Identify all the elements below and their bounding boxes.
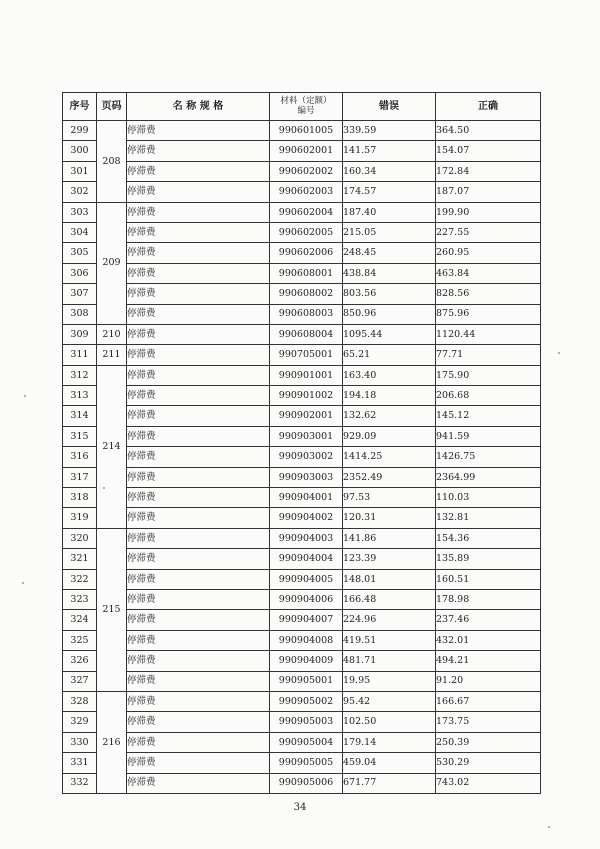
cell-correct: 250.39 bbox=[436, 732, 541, 752]
cell-correct: 172.84 bbox=[436, 161, 541, 181]
cell-code: 990602001 bbox=[270, 141, 343, 161]
cell-wrong: 419.51 bbox=[343, 630, 436, 650]
cell-seq: 307 bbox=[63, 284, 97, 304]
cell-code: 990901001 bbox=[270, 365, 343, 385]
cell-seq: 304 bbox=[63, 222, 97, 242]
cell-code: 990602006 bbox=[270, 243, 343, 263]
table-row bbox=[63, 569, 541, 589]
table-row bbox=[63, 406, 541, 426]
cell-correct: 828.56 bbox=[436, 284, 541, 304]
cell-name: 停滞费 bbox=[127, 508, 270, 528]
table-row bbox=[63, 222, 541, 242]
cell-wrong: 132.62 bbox=[343, 406, 436, 426]
cell-wrong: 459.04 bbox=[343, 753, 436, 773]
cell-correct: 530.29 bbox=[436, 753, 541, 773]
cell-seq: 317 bbox=[63, 467, 97, 487]
cell-correct: 237.46 bbox=[436, 610, 541, 630]
table-row bbox=[63, 549, 541, 569]
cell-name: 停滞费 bbox=[127, 753, 270, 773]
header-correct: 正确 bbox=[436, 93, 541, 121]
header-row bbox=[63, 93, 541, 121]
cell-code: 990904005 bbox=[270, 569, 343, 589]
cell-wrong: 850.96 bbox=[343, 304, 436, 324]
cell-code: 990602003 bbox=[270, 182, 343, 202]
cell-code: 990602005 bbox=[270, 222, 343, 242]
cell-name: 停滞费 bbox=[127, 426, 270, 446]
cell-seq: 305 bbox=[63, 243, 97, 263]
cell-seq: 316 bbox=[63, 447, 97, 467]
cell-wrong: 194.18 bbox=[343, 386, 436, 406]
cell-seq: 302 bbox=[63, 182, 97, 202]
scan-speck bbox=[558, 352, 560, 354]
cell-wrong: 97.53 bbox=[343, 488, 436, 508]
cell-code: 990904006 bbox=[270, 589, 343, 609]
table-row bbox=[63, 630, 541, 650]
cell-correct: 145.12 bbox=[436, 406, 541, 426]
cell-seq: 311 bbox=[63, 345, 97, 365]
cell-code: 990905005 bbox=[270, 753, 343, 773]
cell-correct: 227.55 bbox=[436, 222, 541, 242]
cell-code: 990905001 bbox=[270, 671, 343, 691]
cell-correct: 1120.44 bbox=[436, 324, 541, 344]
cell-name: 停滞费 bbox=[127, 630, 270, 650]
cell-seq: 313 bbox=[63, 386, 97, 406]
table-row bbox=[63, 773, 541, 793]
cell-name: 停滞费 bbox=[127, 345, 270, 365]
cell-wrong: 163.40 bbox=[343, 365, 436, 385]
cell-name: 停滞费 bbox=[127, 161, 270, 181]
cell-correct: 175.90 bbox=[436, 365, 541, 385]
cell-name: 停滞费 bbox=[127, 386, 270, 406]
cell-name: 停滞费 bbox=[127, 406, 270, 426]
table-row bbox=[63, 651, 541, 671]
cell-wrong: 248.45 bbox=[343, 243, 436, 263]
cell-code: 990901002 bbox=[270, 386, 343, 406]
cell-code: 990904007 bbox=[270, 610, 343, 630]
cell-page: 209 bbox=[97, 202, 127, 324]
cell-wrong: 187.40 bbox=[343, 202, 436, 222]
cell-code: 990904009 bbox=[270, 651, 343, 671]
cell-correct: 77.71 bbox=[436, 345, 541, 365]
cell-code: 990903001 bbox=[270, 426, 343, 446]
cell-code: 990602004 bbox=[270, 202, 343, 222]
cell-seq: 329 bbox=[63, 712, 97, 732]
cell-correct: 166.67 bbox=[436, 691, 541, 711]
header-material-code bbox=[270, 93, 343, 121]
cell-page: 211 bbox=[97, 345, 127, 365]
cell-name: 停滞费 bbox=[127, 467, 270, 487]
cell-name: 停滞费 bbox=[127, 569, 270, 589]
cell-seq: 326 bbox=[63, 651, 97, 671]
cell-code: 990905002 bbox=[270, 691, 343, 711]
table-row bbox=[63, 182, 541, 202]
header-material-line1: 材料（定额） bbox=[280, 95, 332, 106]
cell-code: 990608004 bbox=[270, 324, 343, 344]
cell-code: 990905003 bbox=[270, 712, 343, 732]
cell-seq: 301 bbox=[63, 161, 97, 181]
cell-name: 停滞费 bbox=[127, 651, 270, 671]
scan-speck bbox=[548, 826, 550, 828]
cell-correct: 743.02 bbox=[436, 773, 541, 793]
table-row bbox=[63, 447, 541, 467]
cell-seq: 306 bbox=[63, 263, 97, 283]
cell-correct: 132.81 bbox=[436, 508, 541, 528]
header-name: 名 称 规 格 bbox=[127, 93, 270, 121]
cell-page: 210 bbox=[97, 324, 127, 344]
cell-name: 停滞费 bbox=[127, 528, 270, 548]
cell-correct: 187.07 bbox=[436, 182, 541, 202]
cell-wrong: 929.09 bbox=[343, 426, 436, 446]
cell-code: 990902001 bbox=[270, 406, 343, 426]
cell-name: 停滞费 bbox=[127, 488, 270, 508]
cell-wrong: 671.77 bbox=[343, 773, 436, 793]
cell-wrong: 174.57 bbox=[343, 182, 436, 202]
cell-code: 990904002 bbox=[270, 508, 343, 528]
cell-name: 停滞费 bbox=[127, 732, 270, 752]
cell-code: 990903002 bbox=[270, 447, 343, 467]
cell-wrong: 224.96 bbox=[343, 610, 436, 630]
cell-correct: 91.20 bbox=[436, 671, 541, 691]
table-row bbox=[63, 304, 541, 324]
cell-name: 停滞费 bbox=[127, 222, 270, 242]
cell-wrong: 339.59 bbox=[343, 121, 436, 141]
cell-seq: 315 bbox=[63, 426, 97, 446]
cell-name: 停滞费 bbox=[127, 589, 270, 609]
cell-seq: 303 bbox=[63, 202, 97, 222]
cell-name: 停滞费 bbox=[127, 324, 270, 344]
cell-name: 停滞费 bbox=[127, 284, 270, 304]
cell-name: 停滞费 bbox=[127, 447, 270, 467]
scan-speck bbox=[24, 395, 26, 397]
cell-name: 停滞费 bbox=[127, 712, 270, 732]
cell-wrong: 120.31 bbox=[343, 508, 436, 528]
cell-correct: 154.36 bbox=[436, 528, 541, 548]
cell-seq: 308 bbox=[63, 304, 97, 324]
cell-seq: 318 bbox=[63, 488, 97, 508]
cell-correct: 173.75 bbox=[436, 712, 541, 732]
table-row bbox=[63, 121, 541, 141]
cell-correct: 2364.99 bbox=[436, 467, 541, 487]
table-row bbox=[63, 691, 541, 711]
cell-wrong: 141.57 bbox=[343, 141, 436, 161]
cell-code: 990602002 bbox=[270, 161, 343, 181]
cell-correct: 432.01 bbox=[436, 630, 541, 650]
cell-seq: 314 bbox=[63, 406, 97, 426]
cell-correct: 364.50 bbox=[436, 121, 541, 141]
cell-code: 990904004 bbox=[270, 549, 343, 569]
cell-wrong: 95.42 bbox=[343, 691, 436, 711]
table-row bbox=[63, 610, 541, 630]
cell-wrong: 148.01 bbox=[343, 569, 436, 589]
table-row bbox=[63, 243, 541, 263]
cell-wrong: 19.95 bbox=[343, 671, 436, 691]
correction-table bbox=[62, 92, 541, 794]
cell-seq: 309 bbox=[63, 324, 97, 344]
cell-name: 停滞费 bbox=[127, 304, 270, 324]
cell-seq: 299 bbox=[63, 121, 97, 141]
cell-code: 990905004 bbox=[270, 732, 343, 752]
cell-seq: 319 bbox=[63, 508, 97, 528]
cell-code: 990904008 bbox=[270, 630, 343, 650]
cell-correct: 154.07 bbox=[436, 141, 541, 161]
cell-page: 214 bbox=[97, 365, 127, 528]
cell-name: 停滞费 bbox=[127, 243, 270, 263]
cell-correct: 178.98 bbox=[436, 589, 541, 609]
scan-speck bbox=[103, 487, 105, 489]
cell-correct: 463.84 bbox=[436, 263, 541, 283]
cell-name: 停滞费 bbox=[127, 121, 270, 141]
table-row bbox=[63, 202, 541, 222]
cell-correct: 1426.75 bbox=[436, 447, 541, 467]
cell-correct: 941.59 bbox=[436, 426, 541, 446]
cell-correct: 135.89 bbox=[436, 549, 541, 569]
table-row bbox=[63, 528, 541, 548]
cell-code: 990705001 bbox=[270, 345, 343, 365]
table-row bbox=[63, 508, 541, 528]
table-row bbox=[63, 467, 541, 487]
cell-seq: 328 bbox=[63, 691, 97, 711]
cell-code: 990608001 bbox=[270, 263, 343, 283]
cell-wrong: 179.14 bbox=[343, 732, 436, 752]
cell-correct: 494.21 bbox=[436, 651, 541, 671]
table-row bbox=[63, 263, 541, 283]
header-seq: 序号 bbox=[63, 93, 97, 121]
table-row bbox=[63, 345, 541, 365]
table-row bbox=[63, 141, 541, 161]
cell-wrong: 141.86 bbox=[343, 528, 436, 548]
table-row bbox=[63, 589, 541, 609]
cell-seq: 323 bbox=[63, 589, 97, 609]
cell-code: 990903003 bbox=[270, 467, 343, 487]
cell-seq: 331 bbox=[63, 753, 97, 773]
cell-name: 停滞费 bbox=[127, 610, 270, 630]
cell-correct: 875.96 bbox=[436, 304, 541, 324]
table-row bbox=[63, 284, 541, 304]
cell-wrong: 102.50 bbox=[343, 712, 436, 732]
table-row bbox=[63, 488, 541, 508]
cell-seq: 320 bbox=[63, 528, 97, 548]
cell-wrong: 1414.25 bbox=[343, 447, 436, 467]
table-row bbox=[63, 324, 541, 344]
cell-seq: 324 bbox=[63, 610, 97, 630]
cell-wrong: 1095.44 bbox=[343, 324, 436, 344]
cell-page: 215 bbox=[97, 528, 127, 691]
table-row bbox=[63, 753, 541, 773]
cell-page: 216 bbox=[97, 691, 127, 793]
table-row bbox=[63, 365, 541, 385]
table-row bbox=[63, 426, 541, 446]
cell-correct: 160.51 bbox=[436, 569, 541, 589]
cell-code: 990904001 bbox=[270, 488, 343, 508]
cell-wrong: 803.56 bbox=[343, 284, 436, 304]
cell-seq: 330 bbox=[63, 732, 97, 752]
cell-wrong: 438.84 bbox=[343, 263, 436, 283]
cell-code: 990905006 bbox=[270, 773, 343, 793]
cell-wrong: 65.21 bbox=[343, 345, 436, 365]
table-row bbox=[63, 671, 541, 691]
cell-correct: 199.90 bbox=[436, 202, 541, 222]
header-wrong: 错误 bbox=[343, 93, 436, 121]
cell-correct: 206.68 bbox=[436, 386, 541, 406]
cell-seq: 327 bbox=[63, 671, 97, 691]
cell-seq: 332 bbox=[63, 773, 97, 793]
cell-seq: 322 bbox=[63, 569, 97, 589]
cell-code: 990608002 bbox=[270, 284, 343, 304]
cell-correct: 260.95 bbox=[436, 243, 541, 263]
cell-name: 停滞费 bbox=[127, 671, 270, 691]
cell-name: 停滞费 bbox=[127, 691, 270, 711]
header-material-line2: 编号 bbox=[297, 105, 315, 116]
cell-wrong: 215.05 bbox=[343, 222, 436, 242]
scan-speck bbox=[22, 582, 24, 584]
page-number: 34 bbox=[293, 802, 307, 813]
cell-correct: 110.03 bbox=[436, 488, 541, 508]
cell-code: 990904003 bbox=[270, 528, 343, 548]
table-row bbox=[63, 732, 541, 752]
cell-name: 停滞费 bbox=[127, 263, 270, 283]
header-page: 页码 bbox=[97, 93, 127, 121]
cell-seq: 312 bbox=[63, 365, 97, 385]
cell-code: 990608003 bbox=[270, 304, 343, 324]
cell-name: 停滞费 bbox=[127, 365, 270, 385]
cell-name: 停滞费 bbox=[127, 202, 270, 222]
cell-name: 停滞费 bbox=[127, 141, 270, 161]
table-row bbox=[63, 161, 541, 181]
cell-page: 208 bbox=[97, 121, 127, 203]
cell-name: 停滞费 bbox=[127, 773, 270, 793]
cell-seq: 321 bbox=[63, 549, 97, 569]
cell-seq: 300 bbox=[63, 141, 97, 161]
cell-wrong: 481.71 bbox=[343, 651, 436, 671]
table-row bbox=[63, 712, 541, 732]
cell-name: 停滞费 bbox=[127, 549, 270, 569]
cell-wrong: 2352.49 bbox=[343, 467, 436, 487]
cell-wrong: 123.39 bbox=[343, 549, 436, 569]
cell-code: 990601005 bbox=[270, 121, 343, 141]
cell-wrong: 160.34 bbox=[343, 161, 436, 181]
cell-wrong: 166.48 bbox=[343, 589, 436, 609]
table-row bbox=[63, 386, 541, 406]
cell-name: 停滞费 bbox=[127, 182, 270, 202]
cell-seq: 325 bbox=[63, 630, 97, 650]
